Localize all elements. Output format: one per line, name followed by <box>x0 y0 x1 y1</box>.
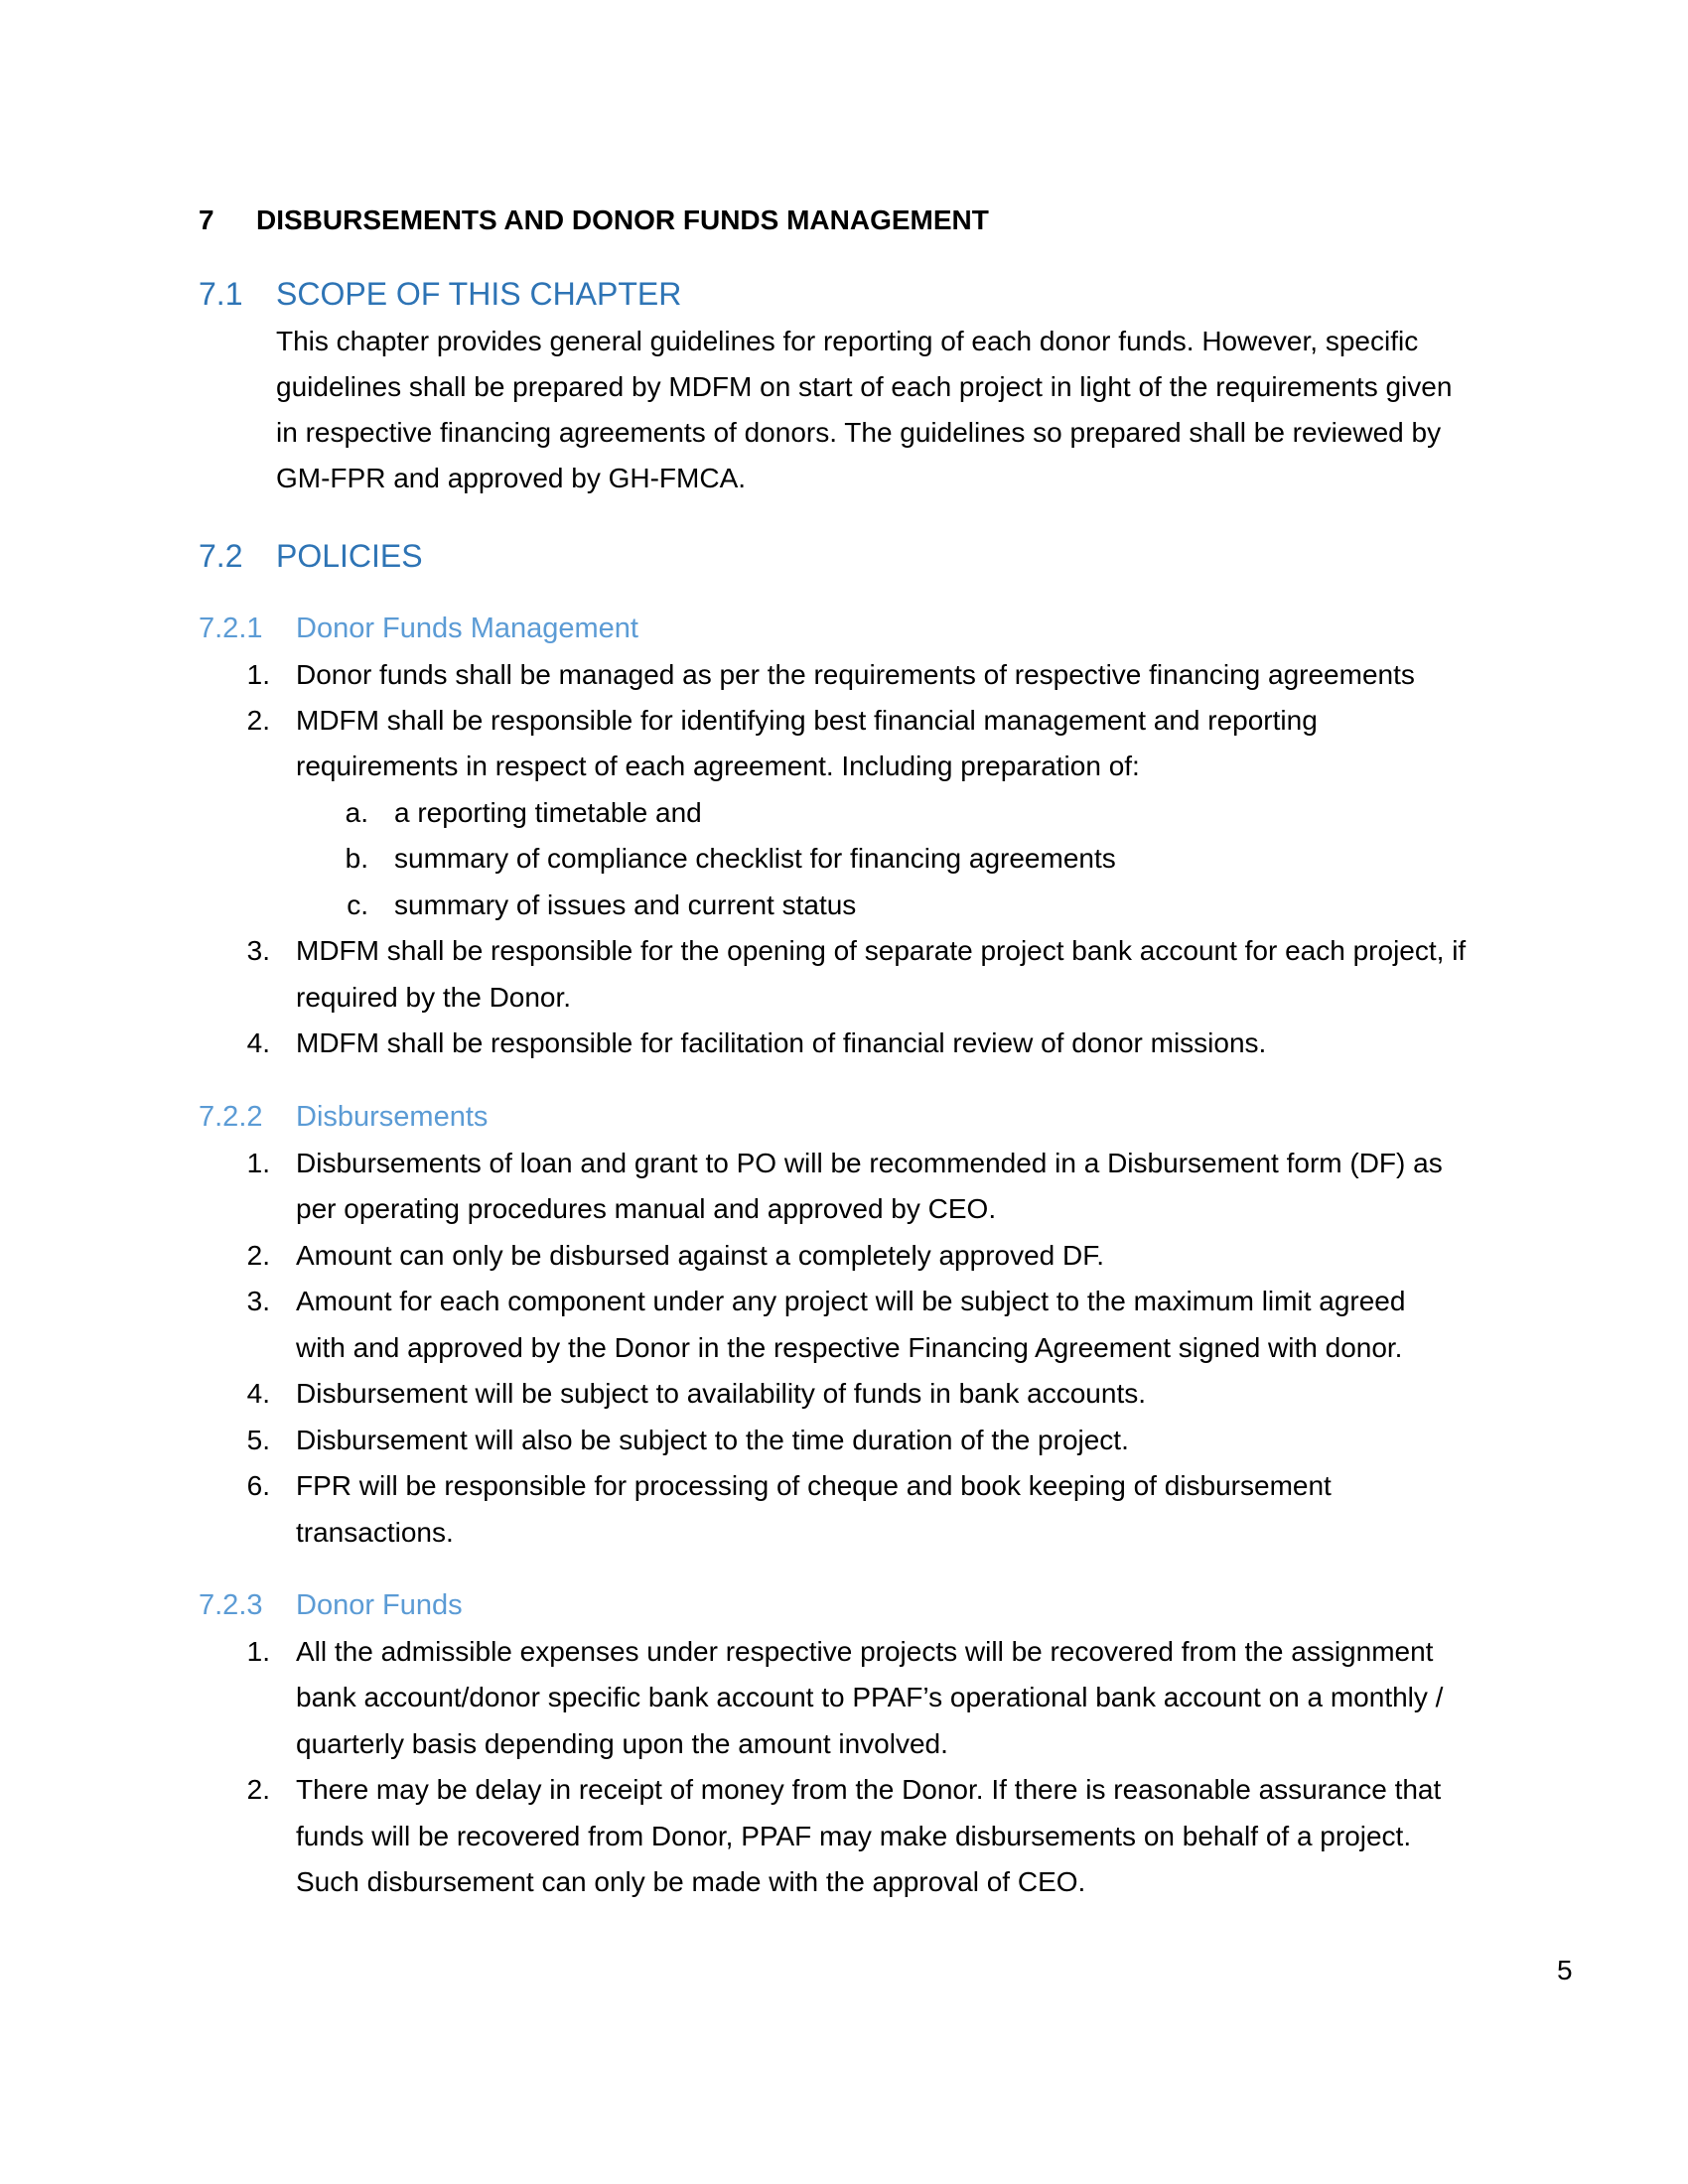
list-item-number: 4. <box>246 1378 270 1409</box>
subsection-number-donor-funds-management: 7.2.1 <box>199 613 263 644</box>
scope-paragraph-line: in respective financing agreements of donors. The guidelines so prepared shall be reviewed by <box>276 417 1442 448</box>
subsection-title-disbursements: Disbursements <box>296 1101 489 1133</box>
list-item-number: 3. <box>246 1286 270 1316</box>
chapter-number: 7 <box>199 205 214 235</box>
list-item-number: 2. <box>246 1774 270 1805</box>
scope-paragraph-line: This chapter provides general guidelines for reporting of each donor funds. However, specific <box>276 326 1419 356</box>
list-item-text: transactions. <box>296 1517 454 1548</box>
section-number-scope: 7.1 <box>199 276 243 312</box>
list-item-text: MDFM shall be responsible for identifying best financial management and reporting <box>296 705 1318 736</box>
list-item-number: 1. <box>246 1636 270 1667</box>
list-item-text: Disbursements of loan and grant to PO will be recommended in a Disbursement form (DF) as <box>296 1148 1443 1178</box>
sublist-item-text: a reporting timetable and <box>394 797 702 828</box>
list-item-text: required by the Donor. <box>296 982 572 1013</box>
sublist-item-letter: a. <box>345 797 368 828</box>
list-item-text: Disbursement will also be subject to the time duration of the project. <box>296 1425 1129 1455</box>
sublist-item-text: summary of compliance checklist for financing agreements <box>394 843 1116 874</box>
list-item-text: Donor funds shall be managed as per the requirements of respective financing agreements <box>296 659 1415 690</box>
list-item-number: 2. <box>246 705 270 736</box>
sublist-item-letter: c. <box>347 889 368 920</box>
list-item-text: with and approved by the Donor in the respective Financing Agreement signed with donor. <box>296 1332 1403 1363</box>
list-item-number: 1. <box>246 1148 270 1178</box>
sublist-item-text: summary of issues and current status <box>394 889 857 920</box>
section-title-scope: SCOPE OF THIS CHAPTER <box>276 276 682 312</box>
page-number: 5 <box>1557 1955 1573 1985</box>
list-item-text: MDFM shall be responsible for facilitation of financial review of donor missions. <box>296 1027 1267 1058</box>
section-number-policies: 7.2 <box>199 538 243 574</box>
list-item-text: There may be delay in receipt of money from the Donor. If there is reasonable assurance that <box>296 1774 1442 1805</box>
sublist-item-letter: b. <box>345 843 368 874</box>
list-item-text: Disbursement will be subject to availability of funds in bank accounts. <box>296 1378 1146 1409</box>
subsection-title-donor-funds-management: Donor Funds Management <box>296 613 638 644</box>
list-item-text: per operating procedures manual and approved by CEO. <box>296 1193 997 1224</box>
list-item-text: funds will be recovered from Donor, PPAF may make disbursements on behalf of a project. <box>296 1821 1412 1851</box>
subsection-number-disbursements: 7.2.2 <box>199 1101 263 1133</box>
list-item-text: requirements in respect of each agreement. Including preparation of: <box>296 751 1140 781</box>
list-item-number: 6. <box>246 1470 270 1501</box>
list-item-text: Amount for each component under any project will be subject to the maximum limit agreed <box>296 1286 1406 1316</box>
chapter-title: DISBURSEMENTS AND DONOR FUNDS MANAGEMENT <box>256 205 989 235</box>
list-item-number: 2. <box>246 1240 270 1271</box>
list-item-text: MDFM shall be responsible for the opening of separate project bank account for each project, if <box>296 935 1467 966</box>
section-title-policies: POLICIES <box>276 538 423 574</box>
list-item-number: 1. <box>246 659 270 690</box>
list-item-text: All the admissible expenses under respective projects will be recovered from the assignment <box>296 1636 1434 1667</box>
scope-paragraph-line: GM-FPR and approved by GH-FMCA. <box>276 463 747 493</box>
list-item-text: quarterly basis depending upon the amount involved. <box>296 1728 948 1759</box>
list-item-number: 4. <box>246 1027 270 1058</box>
subsection-title-donor-funds: Donor Funds <box>296 1589 463 1621</box>
list-item-number: 5. <box>246 1425 270 1455</box>
list-item-text: FPR will be responsible for processing of cheque and book keeping of disbursement <box>296 1470 1332 1501</box>
list-item-text: Amount can only be disbursed against a completely approved DF. <box>296 1240 1105 1271</box>
scope-paragraph-line: guidelines shall be prepared by MDFM on start of each project in light of the requirements given <box>276 371 1453 402</box>
list-item-text: Such disbursement can only be made with the approval of CEO. <box>296 1866 1086 1897</box>
subsection-number-donor-funds: 7.2.3 <box>199 1589 263 1621</box>
list-item-text: bank account/donor specific bank account to PPAF’s operational bank account on a monthly / <box>296 1682 1444 1712</box>
list-item-number: 3. <box>246 935 270 966</box>
